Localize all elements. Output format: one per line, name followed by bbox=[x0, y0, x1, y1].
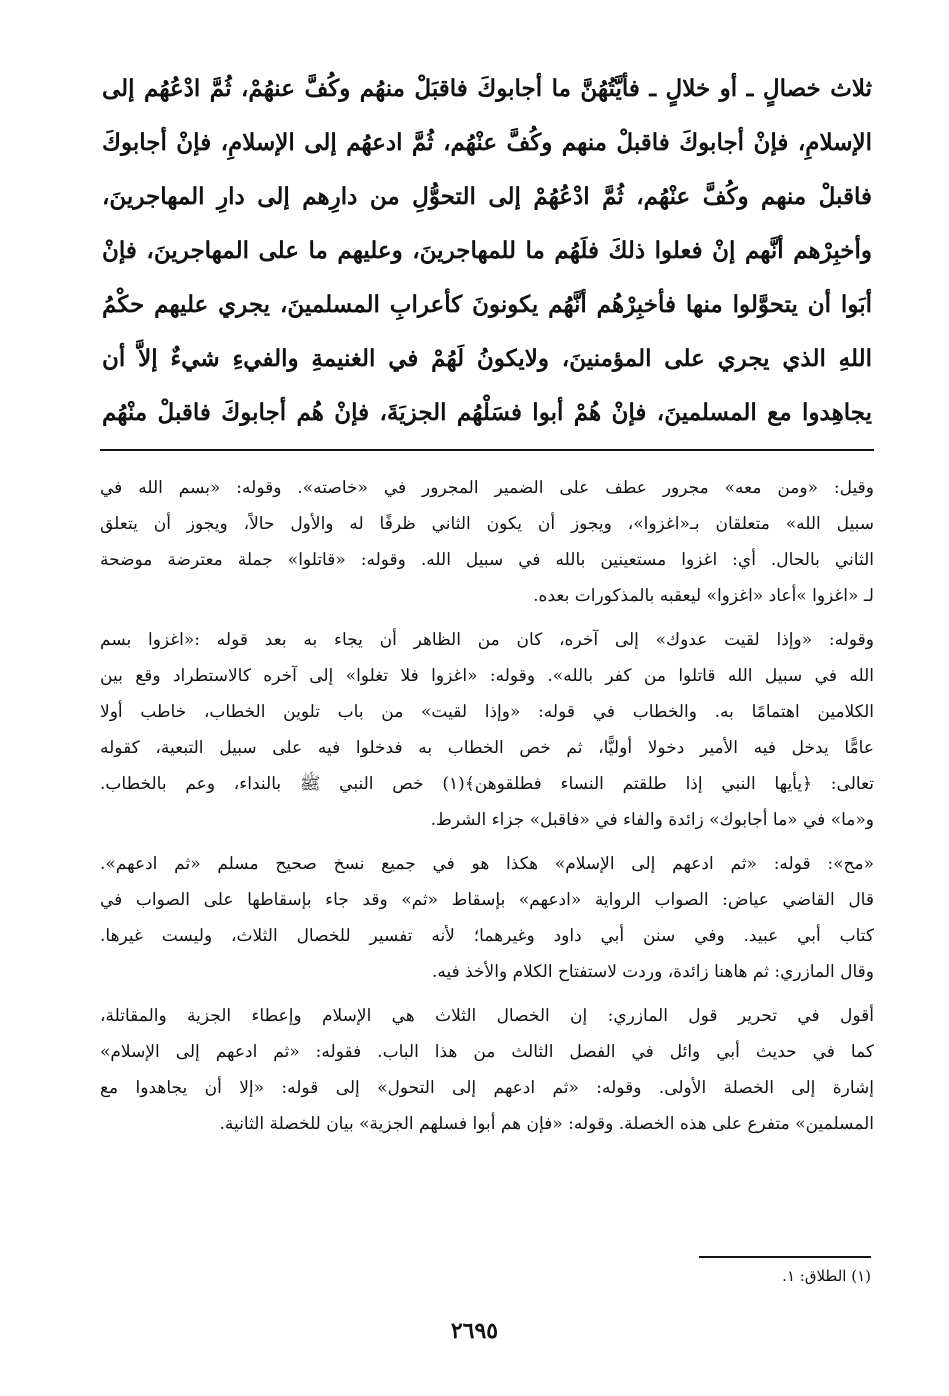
commentary-paragraph bbox=[100, 998, 874, 1142]
commentary-line: وقيل: «ومن معه» مجرور عطف على الضمير المجرور في «خاصته». وقوله: «بسم الله في bbox=[100, 478, 874, 498]
hadith-line: يجاهِدوا مع المسلمينَ، فإنْ هُمْ أبوا فسَلْهُم الجزيَةَ، فإنْ هُم أجابوكَ فاقبلْ منْهُم bbox=[102, 399, 872, 426]
commentary-line: «مح»: قوله: «ثم ادعهم إلى الإسلام» هكذا هو في جميع نسخ صحيح مسلم «ثم ادعهم». bbox=[100, 854, 874, 874]
commentary-line: الثاني بالحال. أي: اغزوا مستعينين بالله في سبيل الله. وقوله: «قاتلوا» جملة معترضة موضحة bbox=[100, 550, 874, 570]
commentary-line: سبيل الله» متعلقان بـ«اغزوا»، ويجوز أن يكون الثاني ظرفًا له والأول حالاً، ويجوز أن يتعلق bbox=[100, 514, 874, 534]
commentary-line: الله في سبيل الله قاتلوا من كفر بالله». وقوله: «اغزوا فلا تغلوا» إلى آخره كالاستطراد وقع بين bbox=[100, 666, 874, 686]
commentary-line: كما في حديث أبي وائل في الفصل الثالث من هذا الباب. فقوله: «ثم ادعهم إلى الإسلام» bbox=[100, 1042, 874, 1062]
commentary-paragraph bbox=[100, 846, 874, 990]
commentary-line: الكلامين اهتمامًا به. والخطاب في قوله: «وإذا لقيت» من باب تلوين الخطاب، خاطب أولا bbox=[100, 702, 874, 722]
commentary-line: لـ «اغزوا »أعاد «اغزوا» ليعقبه بالمذكورات بعده. bbox=[533, 586, 874, 606]
hadith-line: اللهِ الذي يجري على المؤمنينَ، ولايكونُ لَهُمْ في الغنيمةِ والفيءِ شيءٌ إلاَّ أن bbox=[102, 345, 872, 372]
commentary-line: المسلمين» متفرع على هذه الخصلة. وقوله: «فإن هم أبوا فسلهم الجزية» بيان للخصلة الثانية. bbox=[219, 1114, 874, 1134]
commentary-line: وقوله: «وإذا لقيت عدوك» إلى آخره، كان من الظاهر أن يجاء به بعد قوله :«اغزوا بسم bbox=[100, 630, 874, 650]
hadith-line: وأخبِرْهم أنَّهم إنْ فعلوا ذلكَ فلَهُم ما للمهاجرينَ، وعليهم ما على المهاجرينَ، فإنْ bbox=[102, 237, 872, 264]
commentary-line: و«ما» في «ما أجابوك» زائدة والفاء في «فاقبل» جزاء الشرط. bbox=[430, 810, 874, 830]
commentary-section bbox=[100, 470, 874, 1150]
section-divider bbox=[100, 449, 874, 451]
commentary-line: وقال المازري: ثم هاهنا زائدة، وردت لاستفتاح الكلام والأخذ فيه. bbox=[431, 962, 874, 982]
footnote: (١) الطلاق: ١. bbox=[782, 1267, 871, 1285]
commentary-paragraph bbox=[100, 622, 874, 838]
commentary-line: إشارة إلى الخصلة الأولى. وقوله: «ثم ادعهم إلى التحول» إلى قوله: «إلا أن يجاهدوا مع bbox=[100, 1078, 874, 1098]
commentary-line: قال القاضي عياض: الصواب الرواية «ادعهم» بإسقاط «ثم» وقد جاء بإسقاطها على الصواب في bbox=[100, 890, 874, 910]
hadith-line: فاقبلْ منهم وكُفَّ عنْهُم، ثُمَّ ادْعُهُمْ إلى التحوُّلِ من دارِهم إلى دارِ المهاجرينَ، bbox=[102, 183, 872, 210]
hadith-text bbox=[102, 62, 872, 440]
commentary-paragraph bbox=[100, 470, 874, 614]
commentary-line: كتاب أبي عبيد. وفي سنن أبي داود وغيرهما؛ لأنه تفسير للخصال الثلاث، وليست غيرها. bbox=[100, 926, 874, 946]
page-number: ٢٦٩٥ bbox=[450, 1318, 499, 1344]
commentary-line: أقول في تحرير قول المازري: إن الخصال الثلاث هي الإسلام وإعطاء الجزية والمقاتلة، bbox=[100, 1006, 874, 1026]
commentary-line: عامًّا يدخل فيه الأمير دخولا أوليًّا، ثم خص الخطاب به فدخلوا فيه على سبيل التبعية، كقوله bbox=[100, 738, 874, 758]
hadith-line: الإسلامِ، فإنْ أجابوكَ فاقبلْ منهم وكُفَّ عنْهُم، ثُمَّ ادعهُم إلى الإسلامِ، فإنْ أجابوكَ bbox=[102, 129, 872, 156]
footnote-divider bbox=[699, 1256, 871, 1258]
hadith-line: ثلاث خصالٍ ـ أو خلالٍ ـ فأيَّتُهُنَّ ما أجابوكَ فاقبَلْ منهُم وكُفَّ عنهُمْ، ثُمَّ ادْعُهُم إلى bbox=[102, 75, 872, 102]
commentary-line: تعالى: ﴿يأيها النبي إذا طلقتم النساء فطلقوهن﴾(١) خص النبي ﷺ بالنداء، وعم بالخطاب. bbox=[100, 774, 874, 794]
hadith-line: أبَوا أن يتحوَّلوا منها فأخبِرْهُم أنَّهُم يكونونَ كأعرابِ المسلمينَ، يجري عليهم حكْمُ bbox=[102, 291, 872, 318]
